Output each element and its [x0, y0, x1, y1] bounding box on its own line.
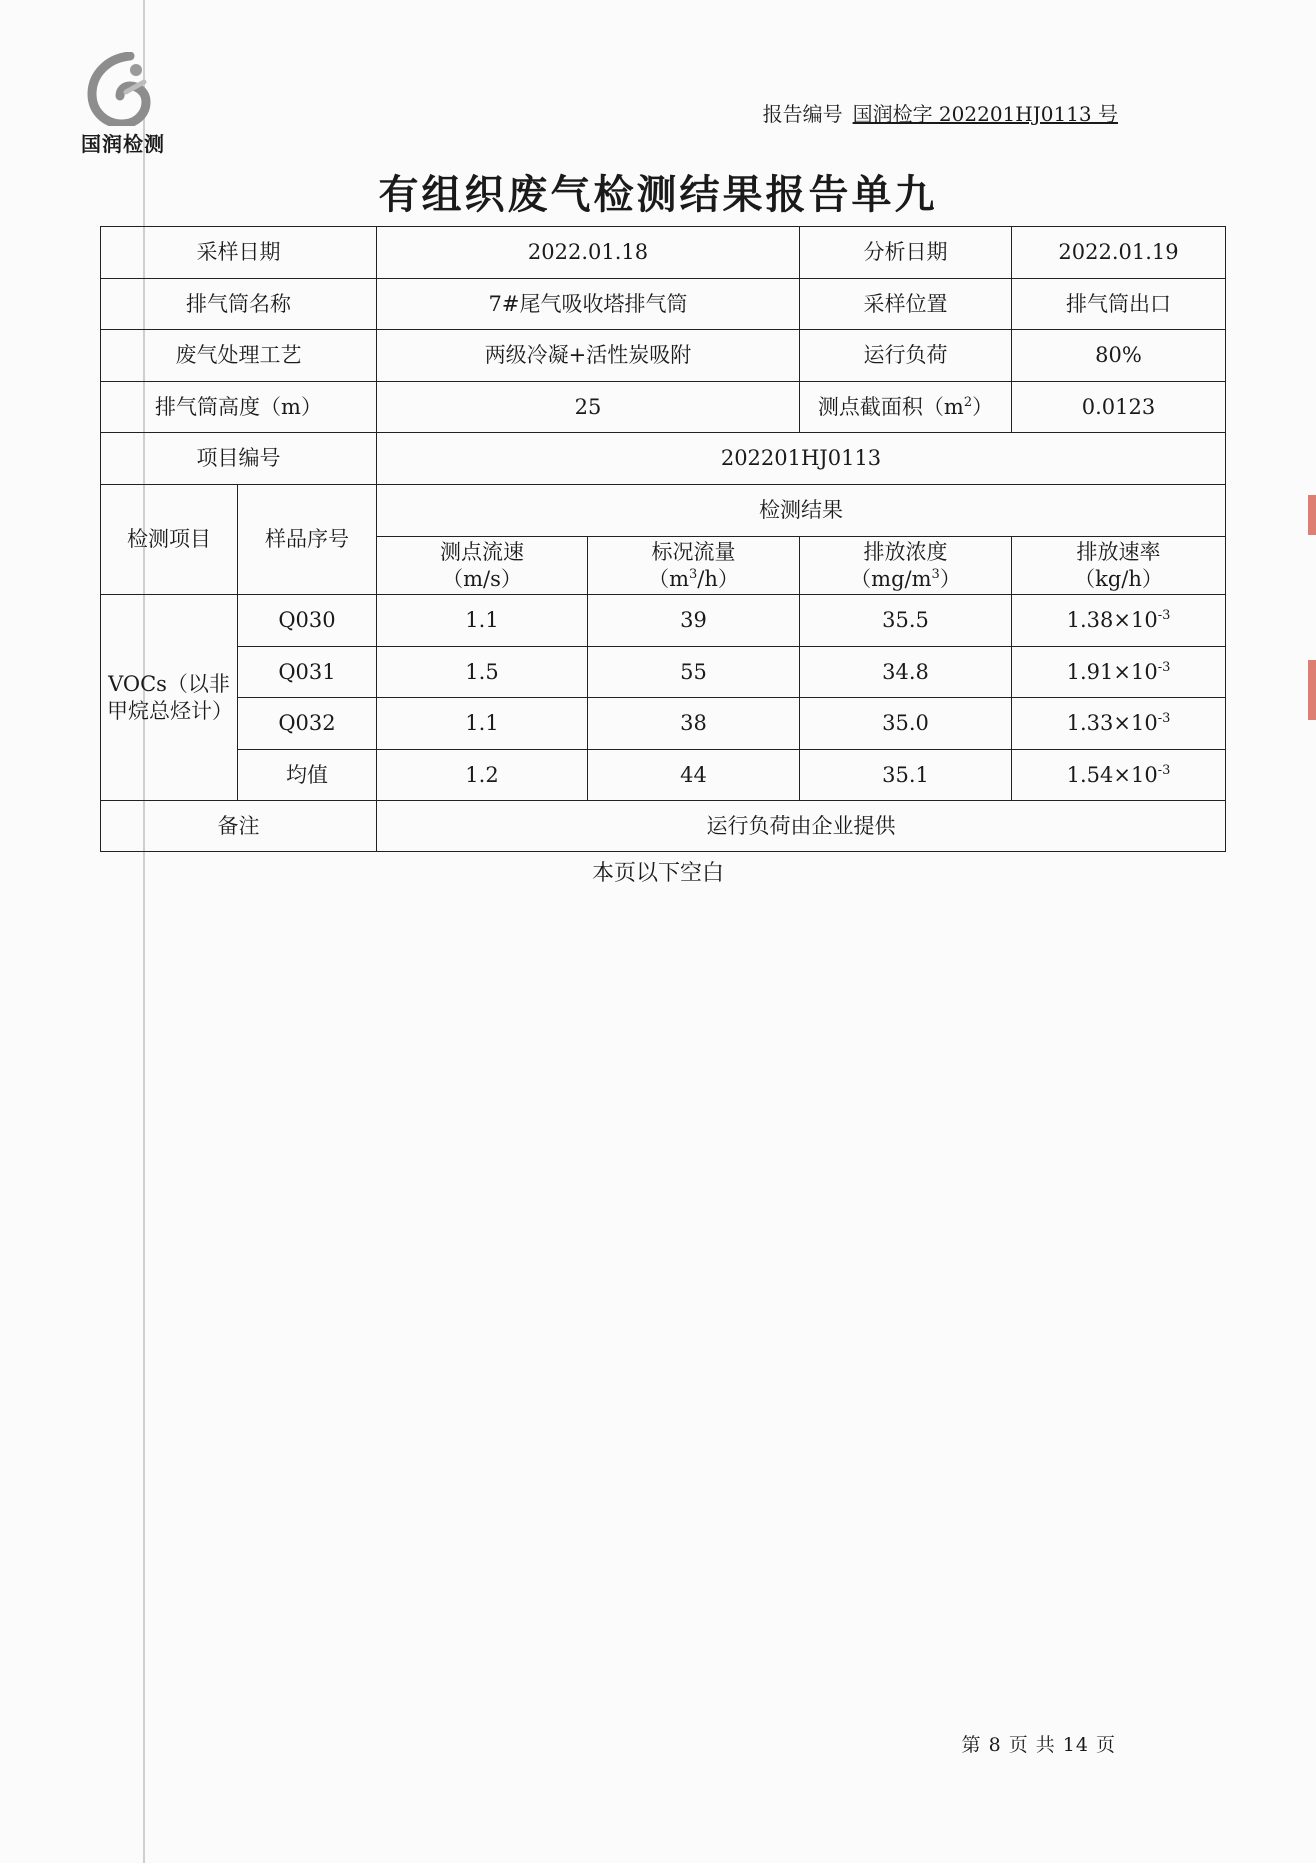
rate-exponent: -3 [1157, 762, 1171, 778]
area-value: 0.0123 [1012, 382, 1226, 433]
rate-cell [1012, 750, 1226, 801]
seal-edge-mark [1308, 660, 1316, 720]
report-number-value: 国润检字 202201HJ0113 号 [852, 102, 1118, 126]
concentration-cell: 35.1 [800, 750, 1012, 801]
remarks-row [101, 801, 1226, 852]
sampling-date-value: 2022.01.18 [377, 227, 800, 279]
velocity-cell: 1.1 [377, 698, 588, 750]
seal-edge-mark [1308, 495, 1316, 535]
concentration-header [800, 537, 1012, 595]
analysis-date-value: 2022.01.19 [1012, 227, 1226, 279]
rate-header-unit: （kg/h） [1074, 566, 1163, 591]
company-logo [68, 52, 178, 162]
item-name-cell [101, 595, 238, 801]
sample-no-cell: 均值 [238, 750, 377, 801]
rate-cell [1012, 595, 1226, 647]
velocity-header-unit: （m/s） [442, 566, 522, 591]
rate-header [1012, 537, 1226, 595]
sampling-location-value: 排气筒出口 [1012, 279, 1226, 330]
rate-base: 1.91×10 [1066, 659, 1158, 684]
concentration-unit-post: ） [939, 566, 961, 591]
item-name: VOCs（以非甲烷总烃计） [107, 672, 233, 723]
rate-cell [1012, 698, 1226, 750]
table-row [101, 698, 1226, 750]
treatment-label: 废气处理工艺 [101, 330, 377, 382]
flow-cell: 38 [588, 698, 800, 750]
flow-cell: 39 [588, 595, 800, 647]
info-row-stack [101, 279, 1226, 330]
velocity-cell: 1.2 [377, 750, 588, 801]
item-header: 检测项目 [101, 485, 238, 595]
area-label-prefix: 测点截面积（m [817, 394, 964, 419]
page-title: 有组织废气检测结果报告单九 [378, 172, 938, 218]
flow-cell: 44 [588, 750, 800, 801]
report-number-label: 报告编号 [762, 102, 843, 126]
sample-no-cell: Q030 [238, 595, 377, 647]
results-header-row [101, 485, 1226, 537]
concentration-unit-pre: （mg/m [850, 566, 932, 591]
logo-text: 国润检测 [81, 132, 165, 156]
sample-no-cell: Q032 [238, 698, 377, 750]
flow-unit-post: /h） [697, 566, 739, 591]
area-label-sup: 2 [963, 394, 973, 410]
flow-cell: 55 [588, 647, 800, 698]
flow-unit-pre: （m [648, 566, 690, 591]
info-row-treatment [101, 330, 1226, 382]
sampling-location-label: 采样位置 [800, 279, 1012, 330]
velocity-cell: 1.5 [377, 647, 588, 698]
rate-base: 1.38×10 [1066, 608, 1158, 633]
info-row-dates [101, 227, 1226, 279]
sample-no-cell: Q031 [238, 647, 377, 698]
concentration-cell: 34.8 [800, 647, 1012, 698]
concentration-cell: 35.5 [800, 595, 1012, 647]
results-table [100, 226, 1226, 852]
flow-header [588, 537, 800, 595]
rate-base: 1.33×10 [1066, 711, 1158, 736]
blank-below-note: 本页以下空白 [591, 861, 724, 886]
rate-header-name: 排放速率 [1076, 540, 1161, 565]
page-number: 第 8 页 共 14 页 [961, 1734, 1116, 1756]
remarks-label: 备注 [101, 801, 377, 852]
project-no-label: 项目编号 [101, 433, 377, 485]
concentration-unit-sup: 3 [931, 566, 940, 582]
info-row-height [101, 382, 1226, 433]
load-label: 运行负荷 [800, 330, 1012, 382]
table-row-mean [101, 750, 1226, 801]
load-value: 80% [1012, 330, 1226, 382]
height-value: 25 [377, 382, 800, 433]
height-label: 排气筒高度（m） [101, 382, 377, 433]
flow-header-unit [588, 566, 799, 592]
flow-header-name: 标况流量 [651, 540, 736, 565]
table-row [101, 647, 1226, 698]
stack-name-value: 7#尾气吸收塔排气筒 [377, 279, 800, 330]
concentration-header-unit [800, 566, 1011, 592]
rate-exponent: -3 [1157, 608, 1171, 624]
results-group-header: 检测结果 [377, 485, 1226, 537]
rate-exponent: -3 [1157, 711, 1171, 727]
report-number [763, 98, 1118, 127]
sample-no-header: 样品序号 [238, 485, 377, 595]
flow-unit-sup: 3 [689, 566, 698, 582]
concentration-header-name: 排放浓度 [863, 540, 948, 565]
remarks-text: 运行负荷由企业提供 [377, 801, 1226, 852]
area-label-suffix: ） [972, 394, 994, 419]
velocity-header [377, 537, 588, 595]
stack-name-label: 排气筒名称 [101, 279, 377, 330]
velocity-cell: 1.1 [377, 595, 588, 647]
treatment-value: 两级冷凝+活性炭吸附 [377, 330, 800, 382]
velocity-header-name: 测点流速 [440, 540, 524, 565]
rate-cell [1012, 647, 1226, 698]
logo-mark-icon [86, 52, 156, 126]
analysis-date-label: 分析日期 [800, 227, 1012, 279]
sampling-date-label: 采样日期 [101, 227, 377, 279]
concentration-cell: 35.0 [800, 698, 1012, 750]
info-row-project [101, 433, 1226, 485]
rate-exponent: -3 [1157, 659, 1171, 675]
table-row [101, 595, 1226, 647]
rate-base: 1.54×10 [1066, 762, 1158, 787]
area-label [800, 382, 1012, 433]
project-no-value: 202201HJ0113 [377, 433, 1226, 485]
